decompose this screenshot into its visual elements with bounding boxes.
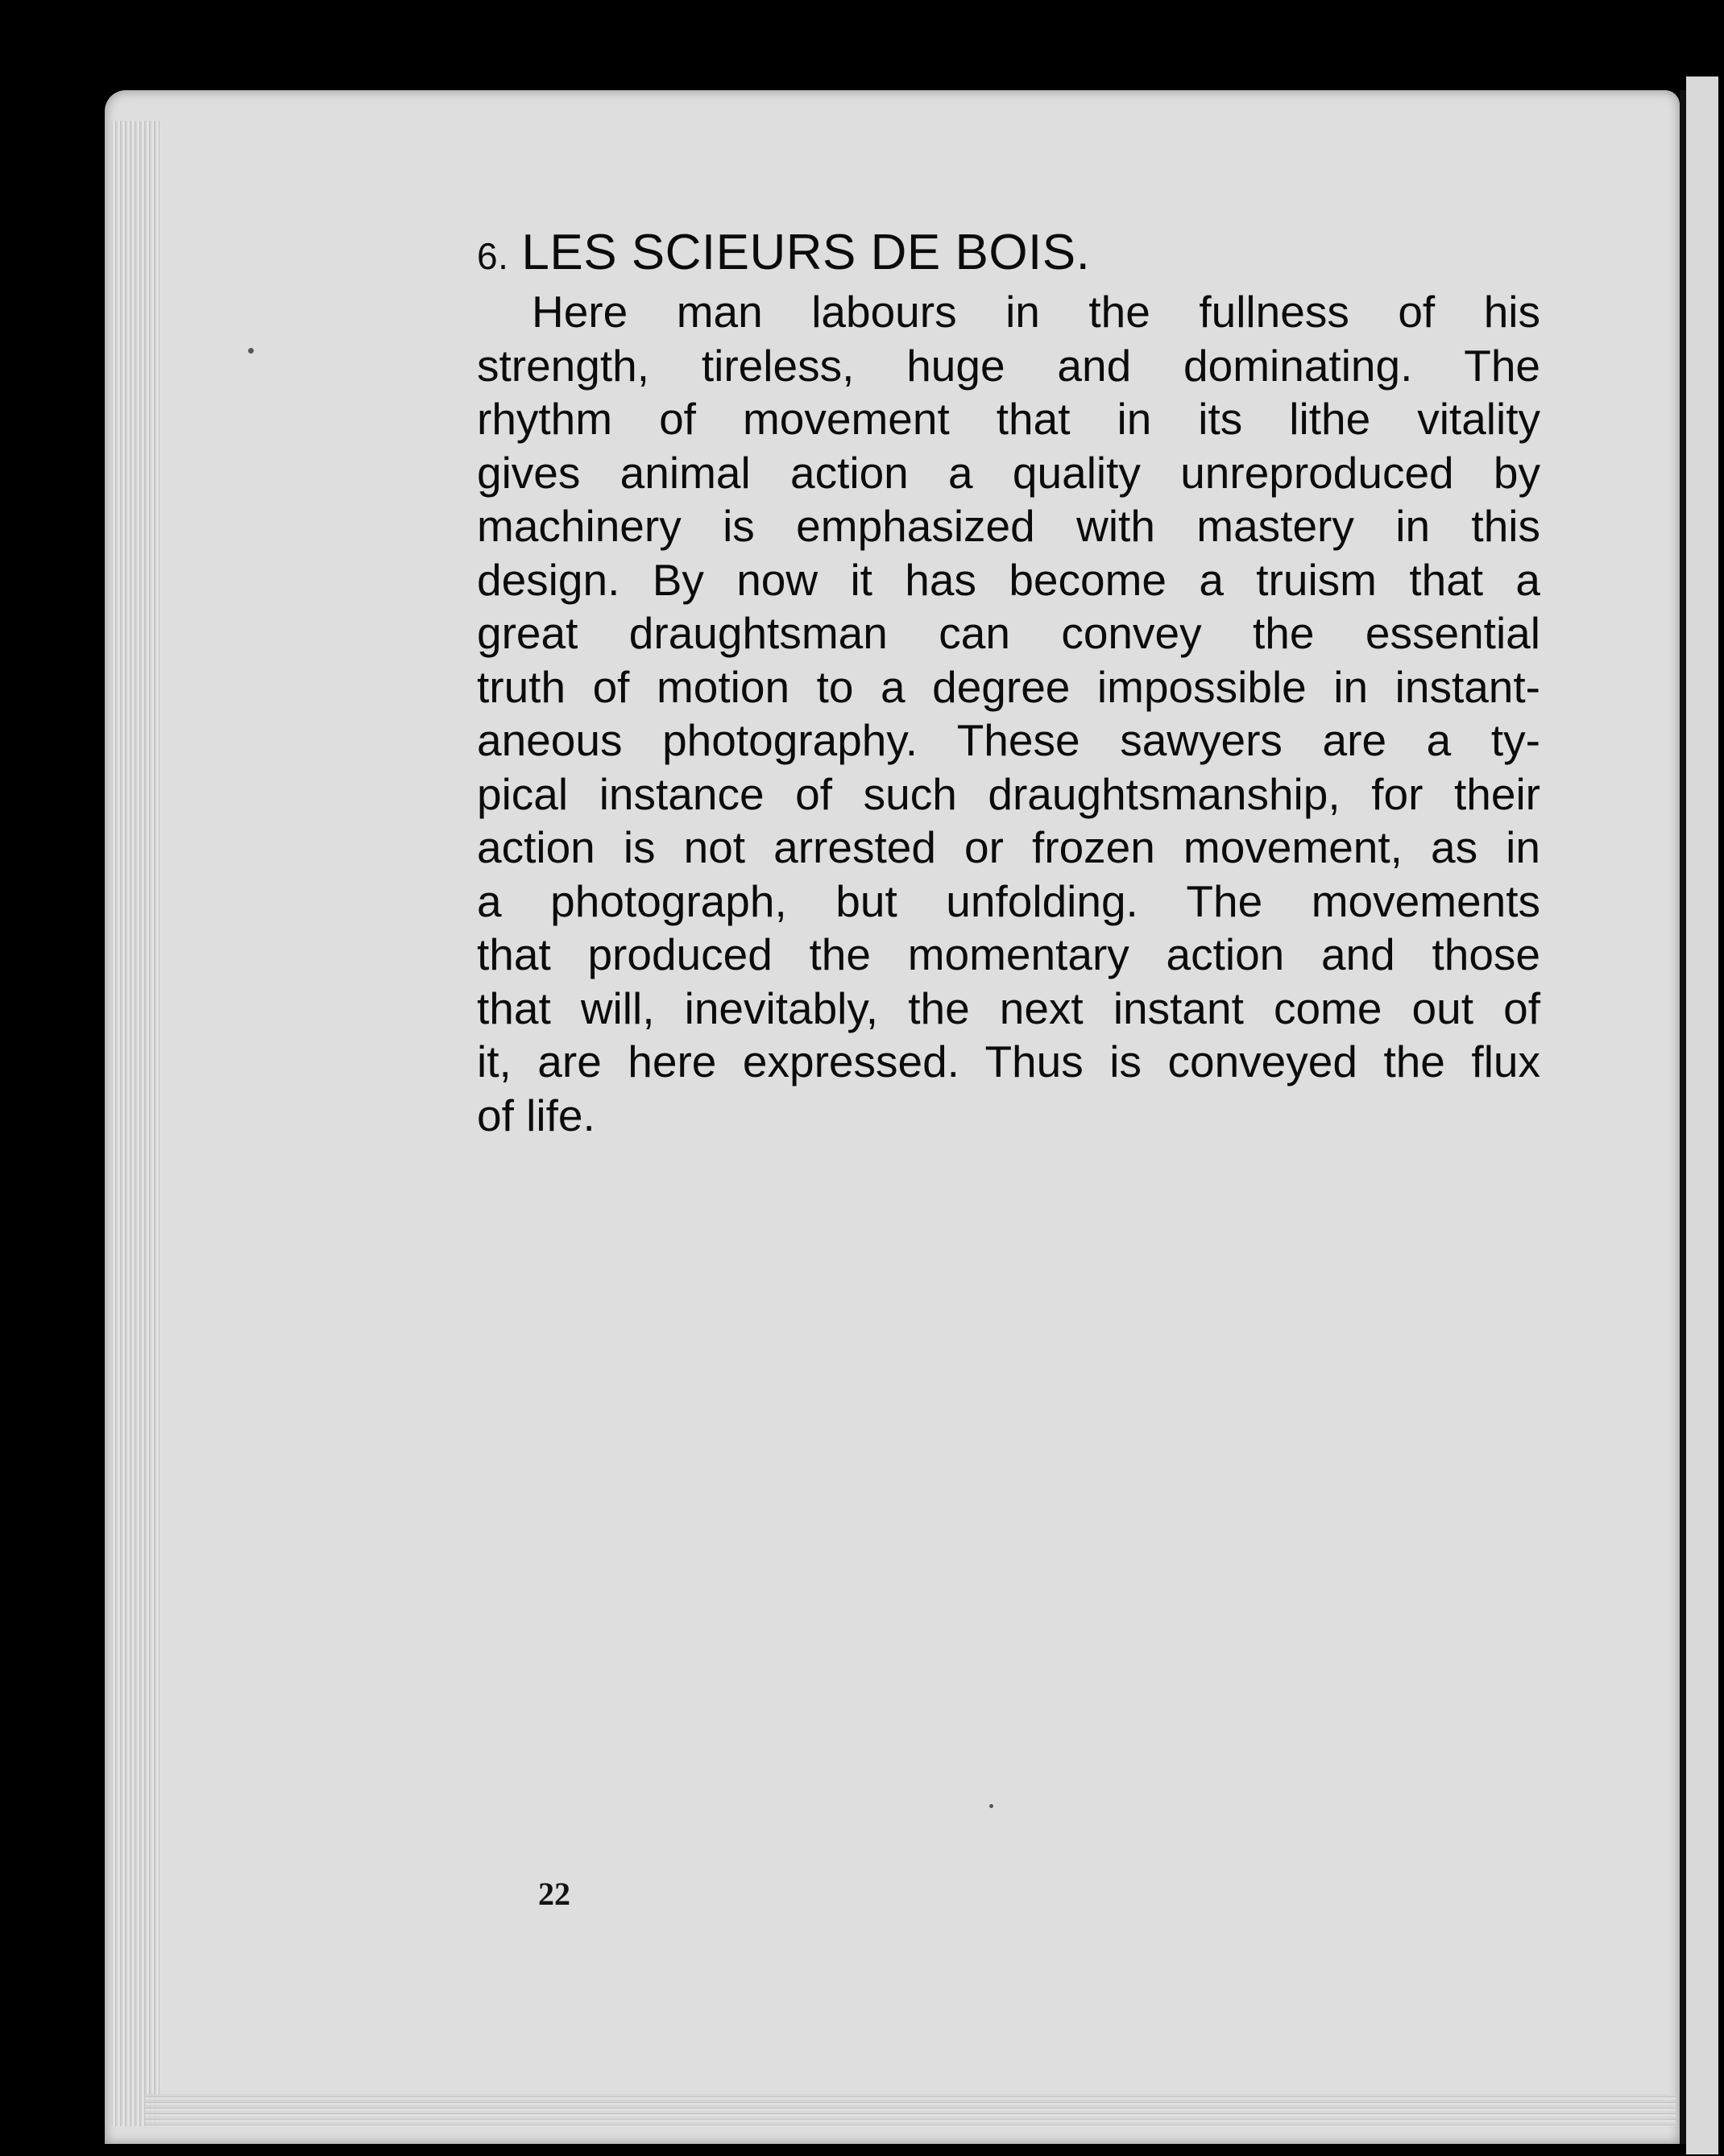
text-line: great draughtsman can convey the essential bbox=[477, 608, 1540, 658]
page-edge-bottom bbox=[145, 2094, 1676, 2126]
text-line: machinery is emphasized with mastery in this bbox=[477, 501, 1540, 551]
page-speck bbox=[989, 1804, 993, 1808]
page-speck bbox=[248, 348, 254, 354]
text-line: that will, inevitably, the next instant come out of bbox=[477, 983, 1540, 1033]
section-heading bbox=[477, 224, 1540, 285]
text-line: of life. bbox=[477, 1090, 595, 1140]
text-line: action is not arrested or frozen movement, as in bbox=[477, 822, 1540, 872]
next-page-strip bbox=[1686, 77, 1718, 2154]
text-line: design. By now it has become a truism that a bbox=[477, 554, 1540, 605]
text-line: a photograph, but unfolding. The movements bbox=[477, 875, 1540, 926]
text-line: strength, tireless, huge and dominating. The bbox=[477, 340, 1540, 391]
section-number: 6. bbox=[477, 235, 509, 277]
gutter-shadow bbox=[1680, 90, 1686, 2144]
text-line: aneous photography. These sawyers are a ty- bbox=[477, 715, 1540, 765]
page-edge-left bbox=[111, 121, 160, 2126]
page-number: 22 bbox=[538, 1876, 570, 1912]
text-line: Here man labours in the fullness of his bbox=[532, 287, 1540, 337]
text-line: rhythm of movement that in its lithe vitality bbox=[477, 394, 1540, 444]
article-text bbox=[477, 224, 1540, 1142]
text-line: gives animal action a quality unreproduced by bbox=[477, 447, 1540, 498]
text-line: that produced the momentary action and those bbox=[477, 929, 1540, 979]
text-line: truth of motion to a degree impossible in instant- bbox=[477, 661, 1540, 712]
text-line: it, are here expressed. Thus is conveyed the flux bbox=[477, 1037, 1540, 1086]
section-title: LES SCIEURS DE BOIS. bbox=[521, 225, 1091, 280]
text-line: pical instance of such draughtsmanship, for their bbox=[477, 768, 1540, 819]
body-paragraph bbox=[477, 285, 1540, 1142]
